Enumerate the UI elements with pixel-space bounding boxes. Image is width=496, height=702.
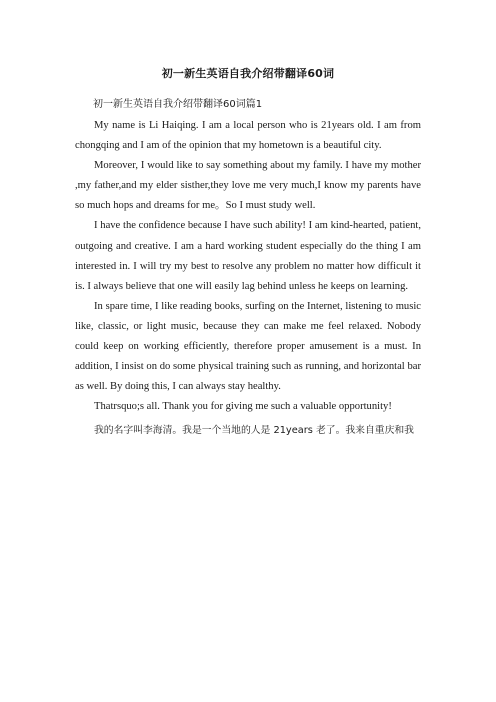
paragraph-hobbies: In spare time, I like reading books, surfing on the Internet, listening to music like, classic, or light music, because they can make me feel relaxed. Nobody could keep on working efficiently, therefore proper amusement is a must. In addition, I insist on do some physical training such as running, and horizontal bar as well. By doing this, I can always stay healthy. xyxy=(75,300,421,393)
document-body xyxy=(75,116,421,442)
paragraph-translation: 我的名字叫李海清。我是一个当地的人是 21years 老了。我来自重庆和我 xyxy=(94,425,414,437)
document-title: 初一新生英语自我介绍带翻译60词 xyxy=(161,67,335,80)
paragraph-family: Moreover, I would like to say something about my family. I have my mother ,my father,and my elder sisther,they love me very much,I know my parents have so much hops and dreams for me。So I must study well. xyxy=(75,160,421,212)
paragraph-closing: Thatrsquo;s all. Thank you for giving me such a valuable opportunity! xyxy=(94,401,392,413)
section-heading: 初一新生英语自我介绍带翻译60词篇1 xyxy=(93,99,263,110)
paragraph-confidence: I have the confidence because I have such ability! I am kind-hearted, patient, outgoing and creative. I am a hard working student especially do the thing I am interested in. I will try my best to resolve any problem no matter how difficult it is. I always believe that one will easily lag behind unless he keeps on learning. xyxy=(75,220,421,292)
paragraph-intro: My name is Li Haiqing. I am a local person who is 21years old. I am from chongqing and I am of the opinion that my hometown is a beautiful city. xyxy=(75,120,421,152)
